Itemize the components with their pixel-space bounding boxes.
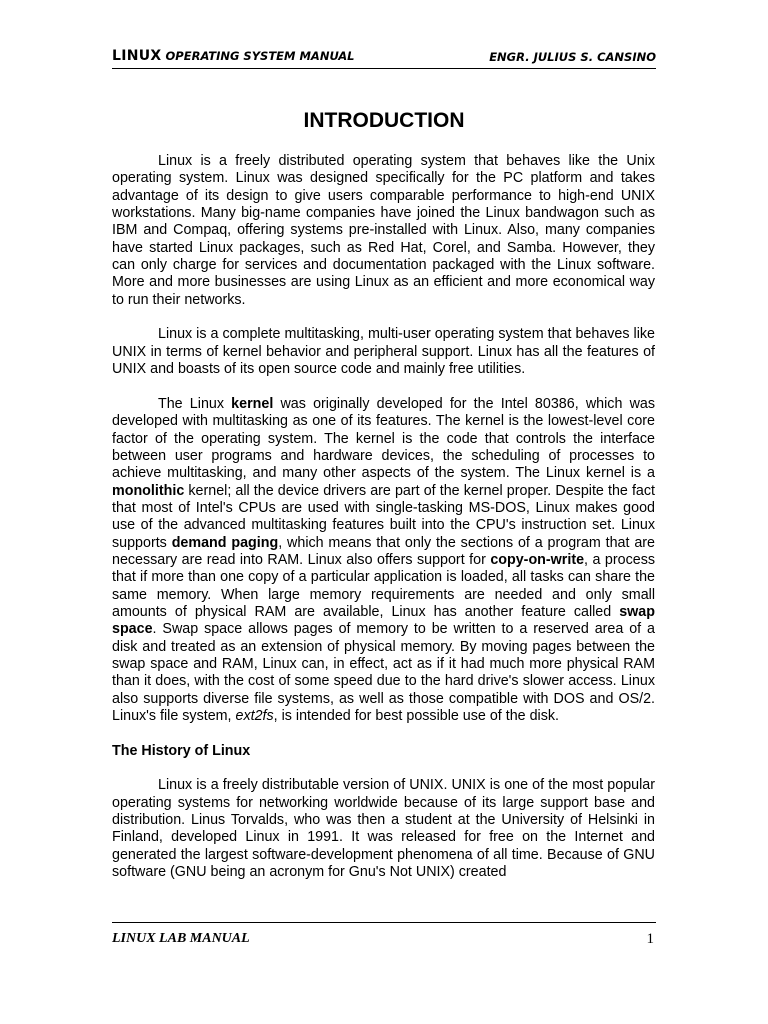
text-run: kernel; all the device drivers are part of the kernel proper. Despite the fact that most of Intel's CPUs are used with single-tasking MS-DOS, Linux makes good use of the advanced multitasking features built into the CPU's instruction set. Linux supports	[112, 482, 655, 551]
footer-label: LINUX LAB MANUAL	[112, 931, 250, 946]
term-monolithic: monolithic	[112, 482, 185, 499]
page-title: INTRODUCTION	[303, 109, 465, 132]
term-ext2fs: ext2fs	[235, 708, 274, 724]
text-run: The Linux	[158, 395, 232, 412]
paragraph-kernel	[112, 396, 655, 726]
page-number: 1	[646, 931, 654, 947]
header-author: ENGR. JULIUS S. CANSINO	[489, 50, 656, 64]
paragraph-history: Linux is a freely distributable version of UNIX. UNIX is one of the most popular operating systems for networking worldwide because of its large support base and distribution. Linus Torvalds, who was then a student at the University of Helsinki in Finland, developed Linux in 1991. It was released for free on the Internet and generated the largest software-development phenomena of all time. Because of GNU software (GNU being an acronym for Gnu's Not UNIX) created	[112, 777, 655, 881]
term-kernel: kernel	[231, 395, 274, 412]
text-run: was originally developed for the Intel 80386, which was developed with multitasking as one of its features. The kernel is the lowest-level core factor of the operating system. The kernel is the code that controls the interface between user programs and hardware devices, the scheduling of processes to achieve multitasking, and many other aspects of the system. The Linux kernel is a	[112, 395, 655, 482]
header-subtitle: OPERATING SYSTEM MANUAL	[165, 49, 355, 63]
term-swap-space: swap space	[112, 603, 655, 638]
document-body	[112, 153, 655, 899]
text-run: , a process that if more than one copy of a particular application is loaded, all tasks can share the same memory. When large memory requirements are needed and only small amounts of physical RAM are available, Linux has another feature called	[112, 551, 655, 620]
text-run: , which means that only the sections of a program that are necessary are read into RAM. Linux also offers support for	[112, 534, 655, 568]
term-demand-paging: demand paging	[171, 534, 279, 551]
text-run: , is intended for best possible use of the disk.	[273, 708, 559, 724]
page-header	[112, 44, 656, 69]
paragraph-multitasking: Linux is a complete multitasking, multi-user operating system that behaves like UNIX in terms of kernel behavior and peripheral support. Linux has all the features of UNIX and boasts of its open source code and mainly free utilities.	[112, 326, 655, 378]
text-run: . Swap space allows pages of memory to be written to a reserved area of a disk and treated as an extension of physical memory. By moving pages between the swap space and RAM, Linux can, in effect, act as if it had much more physical RAM than it does, with the cost of some speed due to the hard drive's slower access. Linux also supports diverse file systems, as well as those compatible with DOS and OS/2. Linux's file system,	[112, 621, 655, 724]
page-footer	[112, 922, 656, 959]
section-heading-history: The History of Linux	[112, 742, 251, 759]
header-product: LINUX	[112, 48, 162, 64]
header-manual-title	[112, 48, 355, 64]
paragraph-intro: Linux is a freely distributed operating system that behaves like the Unix operating system. Linux was designed specifically for the PC platform and takes advantage of its design to give users comparable performance to high-end UNIX workstations. Many big-name companies have joined the Linux bandwagon such as IBM and Compaq, offering systems pre-installed with Linux. Also, many companies have started Linux packages, such as Red Hat, Corel, and Samba. However, they can only charge for services and documentation packaged with the Linux software. More and more businesses are using Linux as an efficient and more economical way to run their networks.	[112, 153, 655, 308]
term-copy-on-write: copy-on-write	[490, 551, 585, 568]
